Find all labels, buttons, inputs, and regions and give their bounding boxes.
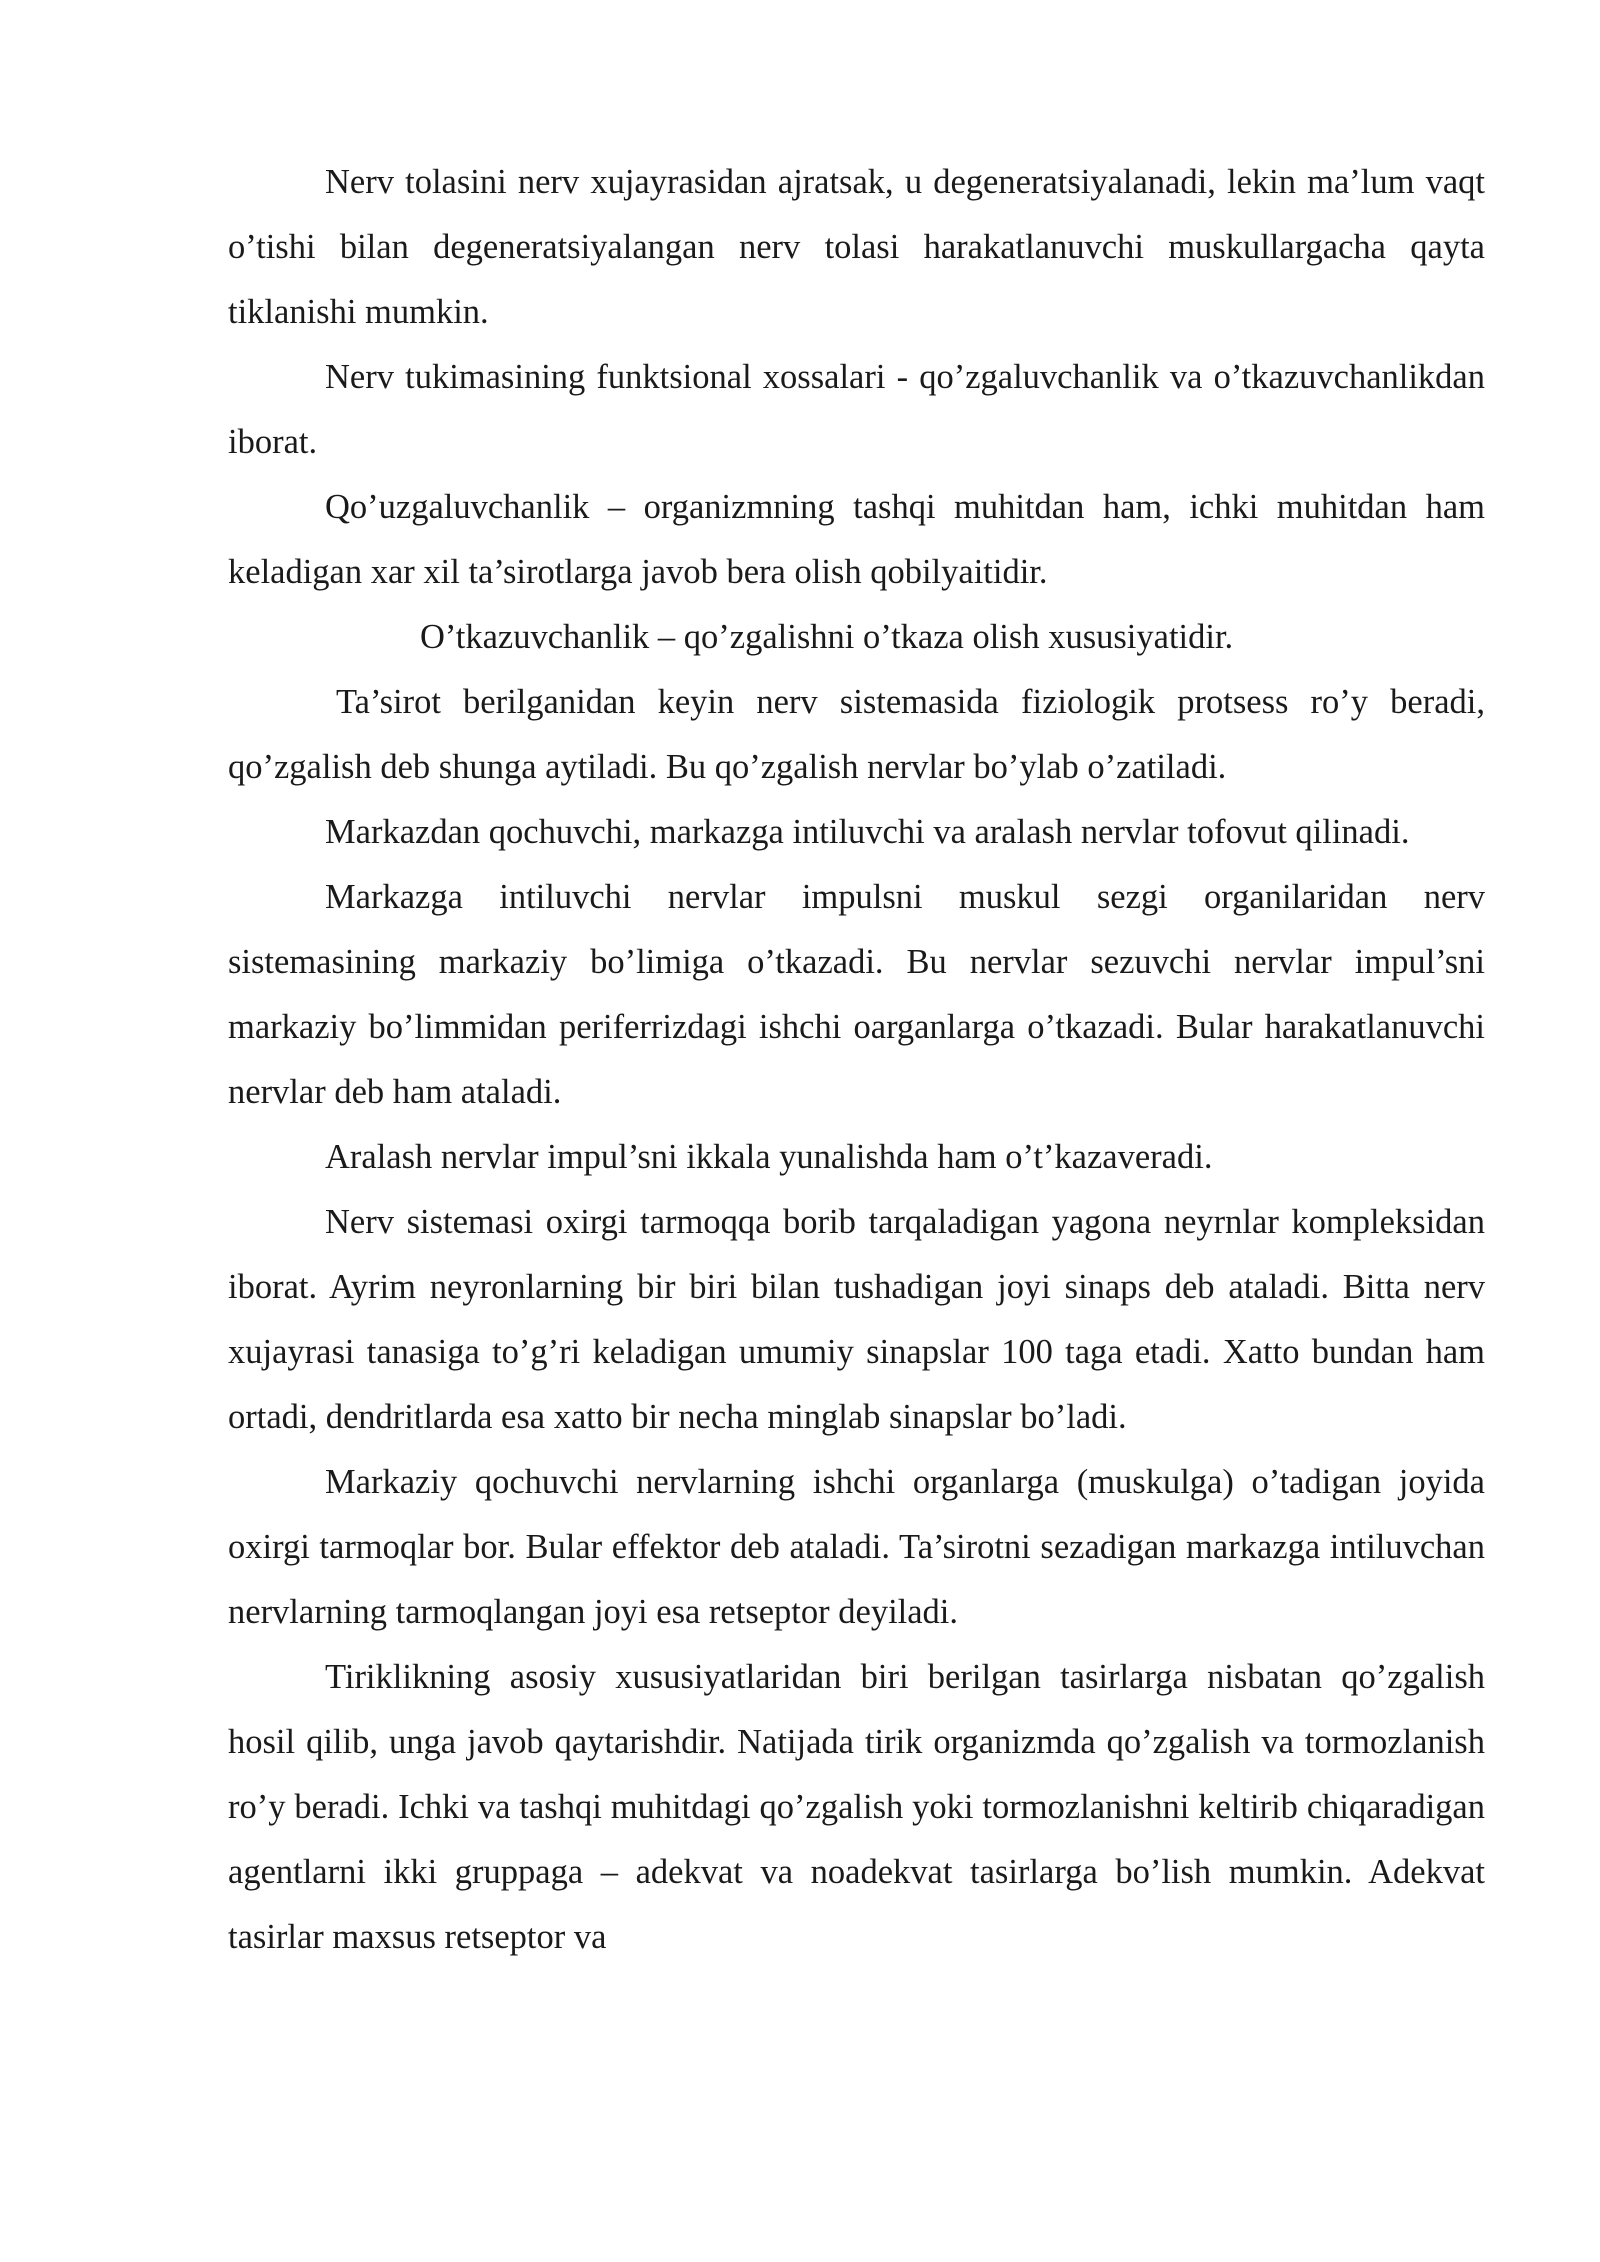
paragraph-mixed-nerves: Aralash nervlar impul’sni ikkala yunalishda ham o’t’kazaveradi. <box>325 1138 1213 1176</box>
paragraph-nerve-types: Markazdan qochuvchi, markazga intiluvchi va aralash nervlar tofovut qilinadi. <box>325 813 1410 851</box>
paragraph-conductivity-definition: O’tkazuvchanlik – qo’zgalishni o’tkaza olish xususiyatidir. <box>420 618 1234 656</box>
paragraph-excitation-inhibition: Tiriklikning asosiy xususiyatlaridan biri berilgan tasirlarga nisbatan qo’zgalish hosil qilib, unga javob qaytarishdir. Natijada tirik organizmda qo’zgalish va tormozlanish ro’y beradi. Ichki va tashqi muhitdagi qo’zgalish yoki tormozlanishni keltirib chiqaradigan agentlarni ikki gruppaga – adekvat va noadekvat tasirlarga bo’lish mumkin. Adekvat tasirlar maxsus retseptor va <box>228 1658 1485 1956</box>
paragraph-stimulus-excitation: Ta’sirot berilganidan keyin nerv sistemasida fiziologik protsess ro’y beradi, qo’zgalish deb shunga aytiladi. Bu qo’zgalish nervlar bo’ylab o’zatiladi. <box>228 683 1485 786</box>
paragraph-excitability-definition: Qo’uzgaluvchanlik – organizmning tashqi muhitdan ham, ichki muhitdan ham keladigan xar xil ta’sirotlarga javob bera olish qobilyaitidir. <box>228 488 1485 591</box>
paragraph-neuron-synapses: Nerv sistemasi oxirgi tarmoqqa borib tarqaladigan yagona neyrnlar kompleksidan iborat. Ayrim neyronlarning bir biri bilan tushadigan joyi sinaps deb ataladi. Bitta nerv xujayrasi tanasiga to’g’ri keladigan umumiy sinapslar 100 taga etadi. Xatto bundan ham ortadi, dendritlarda esa xatto bir necha minglab sinapslar bo’ladi. <box>228 1203 1485 1436</box>
paragraph-functional-properties: Nerv tukimasining funktsional xossalari - qo’zgaluvchanlik va o’tkazuvchanlikdan iborat. <box>228 358 1485 461</box>
paragraph-effector-receptor: Markaziy qochuvchi nervlarning ishchi organlarga (muskulga) o’tadigan joyida oxirgi tarmoqlar bor. Bular effektor deb ataladi. Ta’sirotni sezadigan markazga intiluvchan nervlarning tarmoqlangan joyi esa retseptor deyiladi. <box>228 1463 1485 1631</box>
paragraph-nerve-fiber-degeneration: Nerv tolasini nerv xujayrasidan ajratsak, u degeneratsiyalanadi, lekin ma’lum vaqt o’tishi bilan degeneratsiyalangan nerv tolasi harakatlanuvchi muskullargacha qayta tiklanishi mumkin. <box>228 163 1485 331</box>
paragraph-afferent-nerves: Markazga intiluvchi nervlar impulsni muskul sezgi organilaridan nerv sistemasining markaziy bo’limiga o’tkazadi. Bu nervlar sezuvchi nervlar impul’sni markaziy bo’limmidan periferrizdagi ishchi oarganlarga o’tkazadi. Bular harakatlanuvchi nervlar deb ham ataladi. <box>228 878 1485 1111</box>
document-body <box>228 150 1485 1970</box>
